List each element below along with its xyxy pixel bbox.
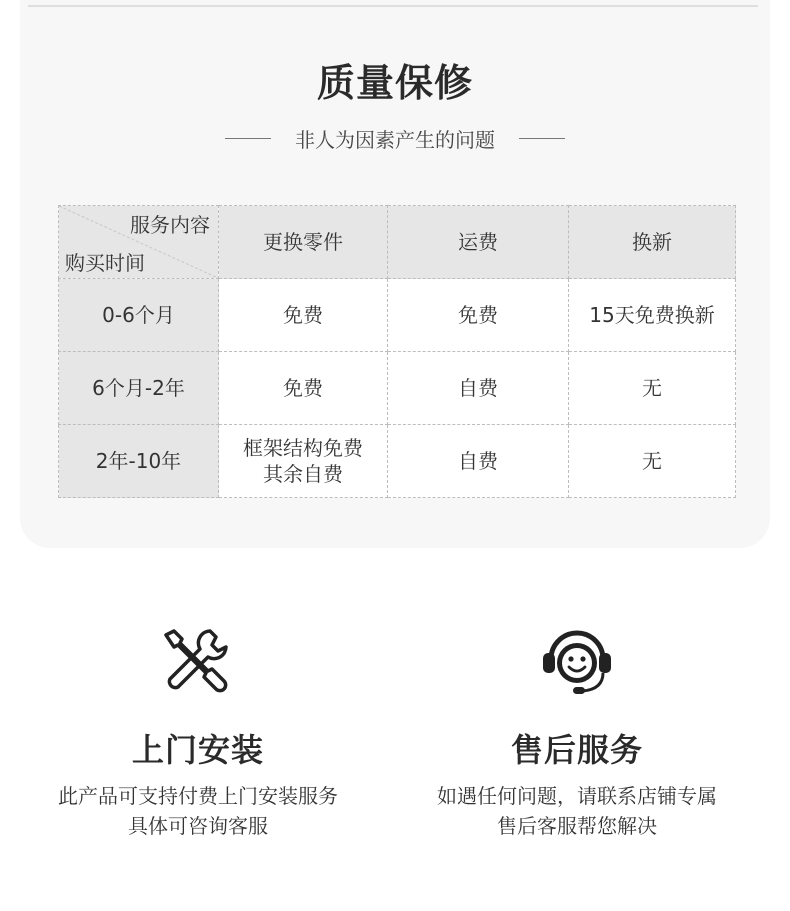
service-description (387, 781, 767, 841)
subtitle-row (0, 123, 790, 153)
cell-shipping: 自费 (388, 352, 569, 425)
cell-parts-line: 框架结构免费 (243, 436, 363, 460)
subtitle-right-line (519, 138, 565, 139)
service-desc-line: 此产品可支持付费上门安装服务 (58, 784, 338, 808)
subtitle: 非人为因素产生的问题 (295, 127, 495, 152)
cell-parts-line: 免费 (283, 303, 323, 327)
top-divider (28, 5, 758, 7)
cell-parts (219, 352, 388, 425)
service-installation (8, 625, 388, 841)
service-desc-line: 售后客服帮您解决 (497, 814, 657, 838)
table-corner-cell (59, 206, 219, 279)
subtitle-left-line (225, 138, 271, 139)
cell-renew: 无 (569, 352, 736, 425)
cell-renew: 15天免费换新 (569, 279, 736, 352)
service-title: 上门安装 (131, 731, 264, 769)
cell-parts (219, 279, 388, 352)
service-title: 售后服务 (510, 731, 643, 769)
table-row (59, 352, 736, 425)
row-period: 0-6个月 (59, 279, 219, 352)
row-period: 2年-10年 (59, 425, 219, 498)
service-desc-line: 具体可咨询客服 (128, 814, 268, 838)
customer-service-icon (539, 625, 615, 701)
cell-shipping: 免费 (388, 279, 569, 352)
cell-shipping: 自费 (388, 425, 569, 498)
column-header: 运费 (388, 206, 569, 279)
service-desc-line: 如遇任何问题，请联系店铺专属 (437, 784, 717, 808)
cell-parts-line: 其余自费 (263, 462, 343, 486)
row-period: 6个月-2年 (59, 352, 219, 425)
cell-parts-line: 免费 (283, 376, 323, 400)
service-after-sales (387, 625, 767, 841)
table-row (59, 425, 736, 498)
cell-parts (219, 425, 388, 498)
table-row (59, 279, 736, 352)
service-description (8, 781, 388, 841)
corner-label-service: 服务内容 (130, 213, 210, 237)
table-header-row (59, 206, 736, 279)
warranty-table (58, 205, 736, 498)
tools-icon (160, 625, 236, 701)
column-header: 更换零件 (219, 206, 388, 279)
page-title: 质量保修 (316, 61, 473, 105)
column-header: 换新 (569, 206, 736, 279)
cell-renew: 无 (569, 425, 736, 498)
corner-label-time: 购买时间 (65, 251, 145, 275)
